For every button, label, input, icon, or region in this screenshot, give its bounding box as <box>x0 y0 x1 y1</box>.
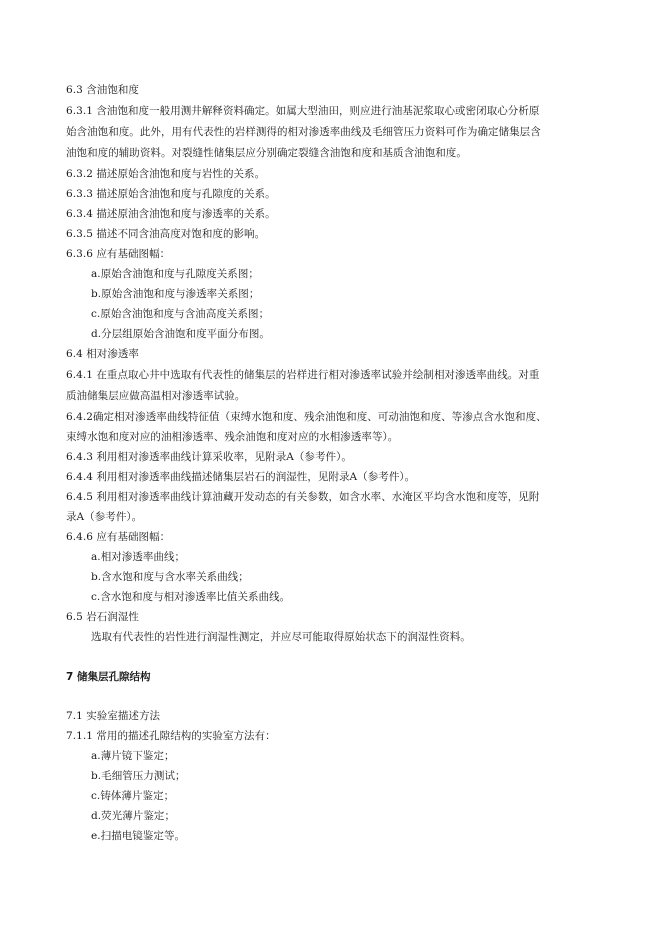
paragraph-6-3-3: 6.3.3 描述原始含油饱和度与孔隙度的关系。 <box>66 188 276 200</box>
paragraph-6-4-5-line-2: 录A（参考件）。 <box>66 511 143 523</box>
list-item: c.含水饱和度与相对渗透率比值关系曲线。 <box>91 591 291 603</box>
paragraph-6-4-2-line-1: 6.4.2确定相对渗透率曲线特征值（束缚水饱和度、残余油饱和度、可动油饱和度、等渗点含水饱和度、 <box>66 411 547 423</box>
list-item: a.原始含油饱和度与孔隙度关系图； <box>91 268 259 280</box>
section-6-3-heading: 6.3 含油饱和度 <box>66 84 139 96</box>
paragraph-6-4-1-line-2: 质油储集层应做高温相对渗透率试验。 <box>66 390 246 402</box>
paragraph-6-3-6: 6.3.6 应有基础图幅： <box>66 248 171 260</box>
paragraph-6-3-4: 6.3.4 描述原油含油饱和度与渗透率的关系。 <box>66 208 276 220</box>
list-item: b.含水饱和度与含水率关系曲线； <box>91 571 249 583</box>
paragraph-6-3-1-line-1: 6.3.1 含油饱和度一般用测井解释资料确定。如属大型油田，则应进行油基泥浆取心或密闭取心分析原 <box>66 105 540 117</box>
list-item: d.分层组原始含油饱和度平面分布图。 <box>91 328 270 340</box>
list-item: b.原始含油饱和度与渗透率关系图； <box>91 288 260 300</box>
paragraph-7-1-1: 7.1.1 常用的描述孔隙结构的实验室方法有： <box>66 730 276 742</box>
section-6-5-heading: 6.5 岩石润湿性 <box>66 611 139 623</box>
paragraph-6-4-4: 6.4.4 利用相对渗透率曲线描述储集层岩石的润湿性，见附录A（参考件）。 <box>66 471 416 483</box>
section-7-heading: 7 储集层孔隙结构 <box>66 671 151 683</box>
paragraph-6-3-5: 6.3.5 描述不同含油高度对饱和度的影响。 <box>66 228 266 240</box>
section-7-1-heading: 7.1 实验室描述方法 <box>66 710 161 722</box>
list-item: a.相对渗透率曲线； <box>91 551 186 563</box>
paragraph-6-4-5-line-1: 6.4.5 利用相对渗透率曲线计算油藏开发动态的有关参数，如含水率、水淹区平均含水饱和度等，见附 <box>66 491 540 503</box>
paragraph-6-4-1-line-1: 6.4.1 在重点取心井中选取有代表性的储集层的岩样进行相对渗透率试验并绘制相对渗透率曲线。对重 <box>66 369 540 381</box>
paragraph-6-3-1-line-3: 油饱和度的辅助资料。对裂缝性储集层应分别确定裂缝含油饱和度和基质含油饱和度。 <box>66 147 467 159</box>
list-item: c.原始含油饱和度与含油高度关系图； <box>91 308 270 320</box>
paragraph-6-4-3: 6.4.3 利用相对渗透率曲线计算采收率，见附录A（参考件）。 <box>66 451 352 463</box>
paragraph-6-3-1-line-2: 始含油饱和度。此外，用有代表性的岩样测得的相对渗透率曲线及毛细管压力资料可作为确定储集层含 <box>66 126 541 138</box>
paragraph-6-4-6: 6.4.6 应有基础图幅： <box>66 531 171 543</box>
list-item: c.铸体薄片鉴定； <box>91 790 175 802</box>
paragraph-6-4-2-line-2: 束缚水饱和度对应的油相渗透率、残余油饱和度对应的水相渗透率等）。 <box>66 431 399 443</box>
paragraph-6-3-2: 6.3.2 描述原始含油饱和度与岩性的关系。 <box>66 168 266 180</box>
list-item: e.扫描电镜鉴定等。 <box>91 830 186 842</box>
list-item: b.毛细管压力测试； <box>91 770 186 782</box>
paragraph-6-5-body: 选取有代表性的岩性进行润湿性测定，并应尽可能取得原始状态下的润湿性资料。 <box>91 631 471 643</box>
section-6-4-heading: 6.4 相对渗透率 <box>66 348 139 360</box>
list-item: a.薄片镜下鉴定； <box>91 750 175 762</box>
list-item: d.荧光薄片鉴定； <box>91 810 176 822</box>
